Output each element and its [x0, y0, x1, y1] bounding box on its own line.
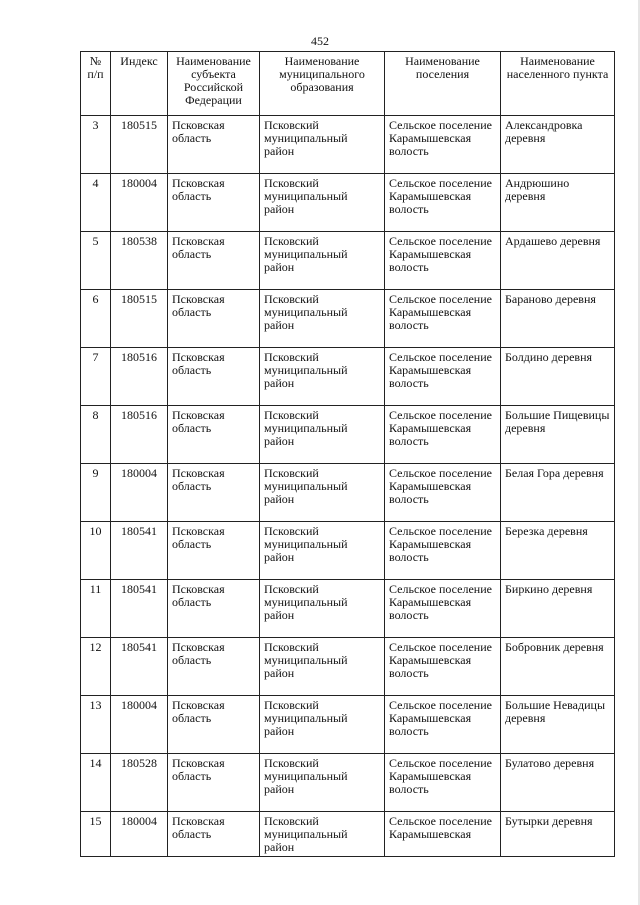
- table-row: [81, 754, 615, 812]
- cell-locality: Биркино деревня: [501, 580, 615, 638]
- cell-index: 180004: [111, 174, 168, 232]
- cell-locality: Березка деревня: [501, 522, 615, 580]
- cell-settlement: Сельское поселение Карамышевская волость: [385, 116, 501, 174]
- table-row: [81, 290, 615, 348]
- cell-municipality: Псковский муниципальный район: [260, 580, 385, 638]
- cell-locality: Белая Гора деревня: [501, 464, 615, 522]
- header-index: [111, 52, 168, 116]
- cell-locality: Большие Невадицы деревня: [501, 696, 615, 754]
- cell-index: 180541: [111, 638, 168, 696]
- table-body: [81, 116, 615, 857]
- cell-index: 180004: [111, 812, 168, 857]
- cell-municipality: Псковский муниципальный район: [260, 290, 385, 348]
- cell-locality: Бутырки деревня: [501, 812, 615, 857]
- cell-index: 180004: [111, 696, 168, 754]
- cell-settlement: Сельское поселение Карамышевская волость: [385, 638, 501, 696]
- cell-number: 14: [81, 754, 111, 812]
- cell-number: 3: [81, 116, 111, 174]
- cell-index: 180541: [111, 580, 168, 638]
- page-number: 452: [311, 34, 329, 48]
- header-municipality: [260, 52, 385, 116]
- cell-settlement: Сельское поселение Карамышевская волость: [385, 464, 501, 522]
- cell-locality: Булатово деревня: [501, 754, 615, 812]
- cell-municipality: Псковский муниципальный район: [260, 812, 385, 857]
- table-header-row: [81, 52, 615, 116]
- header-locality-label: Наименование населенного пункта: [506, 54, 609, 81]
- cell-index: 180515: [111, 290, 168, 348]
- cell-number: 8: [81, 406, 111, 464]
- cell-number: 4: [81, 174, 111, 232]
- cell-subject: Псковская область: [168, 522, 260, 580]
- cell-municipality: Псковский муниципальный район: [260, 696, 385, 754]
- cell-number: 11: [81, 580, 111, 638]
- header-municipality-label: Наименование муниципального образования: [279, 54, 365, 94]
- cell-index: 180516: [111, 348, 168, 406]
- cell-municipality: Псковский муниципальный район: [260, 348, 385, 406]
- cell-subject: Псковская область: [168, 116, 260, 174]
- cell-index: 180538: [111, 232, 168, 290]
- table-row: [81, 638, 615, 696]
- cell-number: 5: [81, 232, 111, 290]
- cell-subject: Псковская область: [168, 696, 260, 754]
- cell-number: 10: [81, 522, 111, 580]
- table-row: [81, 174, 615, 232]
- settlements-table: [80, 51, 615, 857]
- header-subject-label: Наименование субъекта Российской Федерации: [176, 54, 251, 107]
- cell-subject: Псковская область: [168, 464, 260, 522]
- cell-subject: Псковская область: [168, 754, 260, 812]
- cell-locality: Александровка деревня: [501, 116, 615, 174]
- cell-subject: Псковская область: [168, 174, 260, 232]
- cell-settlement: Сельское поселение Карамышевская волость: [385, 580, 501, 638]
- table-row: [81, 464, 615, 522]
- cell-subject: Псковская область: [168, 812, 260, 857]
- cell-subject: Псковская область: [168, 290, 260, 348]
- cell-settlement: Сельское поселение Карамышевская волость: [385, 290, 501, 348]
- table-row: [81, 348, 615, 406]
- cell-subject: Псковская область: [168, 406, 260, 464]
- cell-number: 15: [81, 812, 111, 857]
- cell-locality: Ардашево деревня: [501, 232, 615, 290]
- header-settlement: [385, 52, 501, 116]
- cell-settlement: Сельское поселение Карамышевская волость: [385, 174, 501, 232]
- cell-settlement: Сельское поселение Карамышевская волость: [385, 232, 501, 290]
- cell-municipality: Псковский муниципальный район: [260, 116, 385, 174]
- cell-municipality: Псковский муниципальный район: [260, 406, 385, 464]
- cell-index: 180528: [111, 754, 168, 812]
- cell-settlement: Сельское поселение Карамышевская волость: [385, 522, 501, 580]
- cell-number: 13: [81, 696, 111, 754]
- cell-settlement: Сельское поселение Карамышевская: [385, 812, 501, 857]
- cell-locality: Большие Пищевицы деревня: [501, 406, 615, 464]
- cell-subject: Псковская область: [168, 580, 260, 638]
- cell-settlement: Сельское поселение Карамышевская волость: [385, 754, 501, 812]
- cell-locality: Бараново деревня: [501, 290, 615, 348]
- header-subject: [168, 52, 260, 116]
- cell-subject: Псковская область: [168, 232, 260, 290]
- cell-municipality: Псковский муниципальный район: [260, 464, 385, 522]
- cell-settlement: Сельское поселение Карамышевская волость: [385, 348, 501, 406]
- cell-subject: Псковская область: [168, 348, 260, 406]
- table-row: [81, 696, 615, 754]
- cell-number: 6: [81, 290, 111, 348]
- cell-number: 7: [81, 348, 111, 406]
- table-row: [81, 116, 615, 174]
- table-row: [81, 812, 615, 857]
- cell-index: 180515: [111, 116, 168, 174]
- header-index-label: Индекс: [120, 54, 158, 68]
- cell-municipality: Псковский муниципальный район: [260, 638, 385, 696]
- header-locality: [501, 52, 615, 116]
- table-row: [81, 522, 615, 580]
- cell-index: 180516: [111, 406, 168, 464]
- cell-number: 12: [81, 638, 111, 696]
- cell-settlement: Сельское поселение Карамышевская волость: [385, 696, 501, 754]
- table-row: [81, 232, 615, 290]
- cell-locality: Болдино деревня: [501, 348, 615, 406]
- header-number-label: № п/п: [87, 54, 104, 81]
- header-settlement-label: Наименование поселения: [405, 54, 480, 81]
- table-row: [81, 406, 615, 464]
- cell-municipality: Псковский муниципальный район: [260, 232, 385, 290]
- cell-municipality: Псковский муниципальный район: [260, 754, 385, 812]
- cell-subject: Псковская область: [168, 638, 260, 696]
- cell-municipality: Псковский муниципальный район: [260, 174, 385, 232]
- cell-number: 9: [81, 464, 111, 522]
- cell-locality: Андрюшино деревня: [501, 174, 615, 232]
- cell-settlement: Сельское поселение Карамышевская волость: [385, 406, 501, 464]
- cell-locality: Бобровник деревня: [501, 638, 615, 696]
- cell-index: 180541: [111, 522, 168, 580]
- cell-municipality: Псковский муниципальный район: [260, 522, 385, 580]
- header-number: [81, 52, 111, 116]
- table-row: [81, 580, 615, 638]
- cell-index: 180004: [111, 464, 168, 522]
